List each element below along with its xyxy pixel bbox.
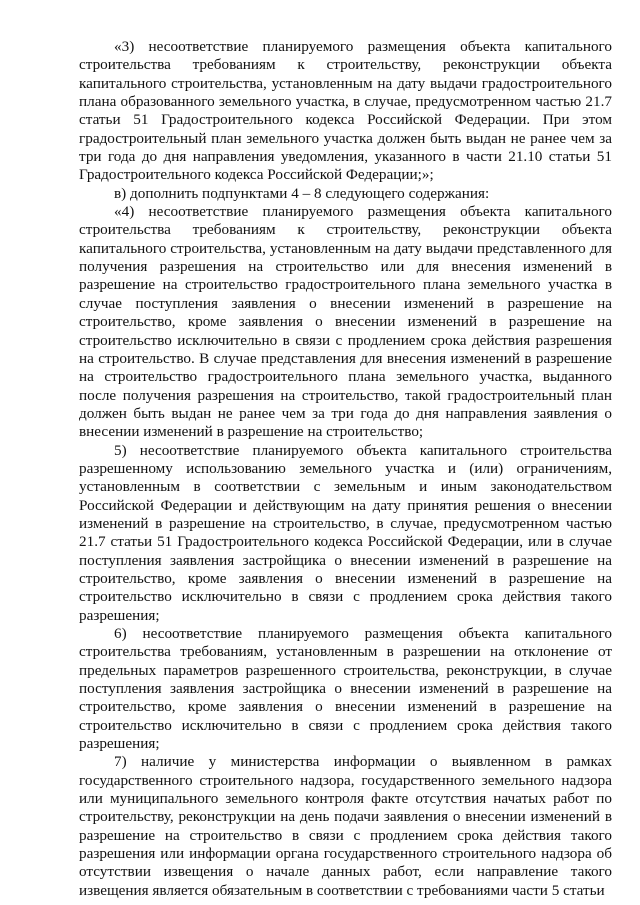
- document-body: [79, 38, 612, 900]
- paragraph-item-5: 5) несоответствие планируемого объекта капитального строительства разрешенному использованию земельного участка и (или) ограничениям, установленным в соответствии с земельным и иным законодательством Российской Федерации и действующим на дату принятия решения о внесении изменений в разрешение на строительство, в случае, предусмотренном частью 21.7 статьи 51 Градостроительного кодекса Российской Федерации, или в случае поступления заявления застройщика о внесении изменений в разрешение на строительство, кроме заявления о внесении изменений в разрешение на строительство исключительно в связи с продлением срока действия такого разрешения;: [79, 441, 612, 624]
- paragraph-item-4: «4) несоответствие планируемого размещения объекта капитального строительства требованиям к строительству, реконструкции объекта капитального строительства, установленным на дату выдачи представленного для получения разрешения на строительство или для внесения изменений в разрешение на строительство градостроительного плана земельного участка в случае поступления заявления о внесении изменений в разрешение на строительство, кроме заявления о внесении изменений в разрешение на строительство исключительно в связи с продлением срока действия разрешения на строительство. В случае представления для внесения изменений в разрешение на строительство градостроительного плана земельного участка, выданного после получения разрешения на строительство, такой градостроительный план должен быть выдан не ранее чем за три года до дня направления заявления о внесении изменений в разрешение на строительство;: [79, 203, 612, 441]
- paragraph-subclause-v: в) дополнить подпунктами 4 – 8 следующего содержания:: [114, 184, 490, 202]
- paragraph-item-7: 7) наличие у министерства информации о выявленном в рамках государственного строительного надзора, государственного земельного надзора или муниципального земельного контроля факте отсутствия начатых работ по строительству, реконструкции на день подачи заявления о внесении изменений в разрешение на строительство в связи с продлением срока действия такого разрешения или информации органа государственного строительного надзора об отсутствии извещения о начале данных работ, если направление такого извещения является обязательным в соответствии с требованиями части 5 статьи: [79, 753, 612, 899]
- paragraph-item-3: «3) несоответствие планируемого размещения объекта капитального строительства требованиям к строительству, реконструкции объекта капитального строительства, установленным на дату выдачи градостроительного плана образованного земельного участка, в случае, предусмотренном частью 21.7 статьи 51 Градостроительного кодекса Российской Федерации. При этом градостроительный план земельного участка должен быть выдан не ранее чем за три года до дня направления уведомления, указанного в части 21.10 статьи 51 Градостроительного кодекса Российской Федерации;»;: [79, 38, 612, 184]
- paragraph-item-6: 6) несоответствие планируемого размещения объекта капитального строительства требованиям, установленным в разрешении на отклонение от предельных параметров разрешенного строительства, реконструкции, в случае поступления заявления застройщика о внесении изменений в разрешение на строительство, кроме заявления о внесении изменений в разрешение на строительство исключительно в связи с продлением срока действия такого разрешения;: [79, 625, 612, 753]
